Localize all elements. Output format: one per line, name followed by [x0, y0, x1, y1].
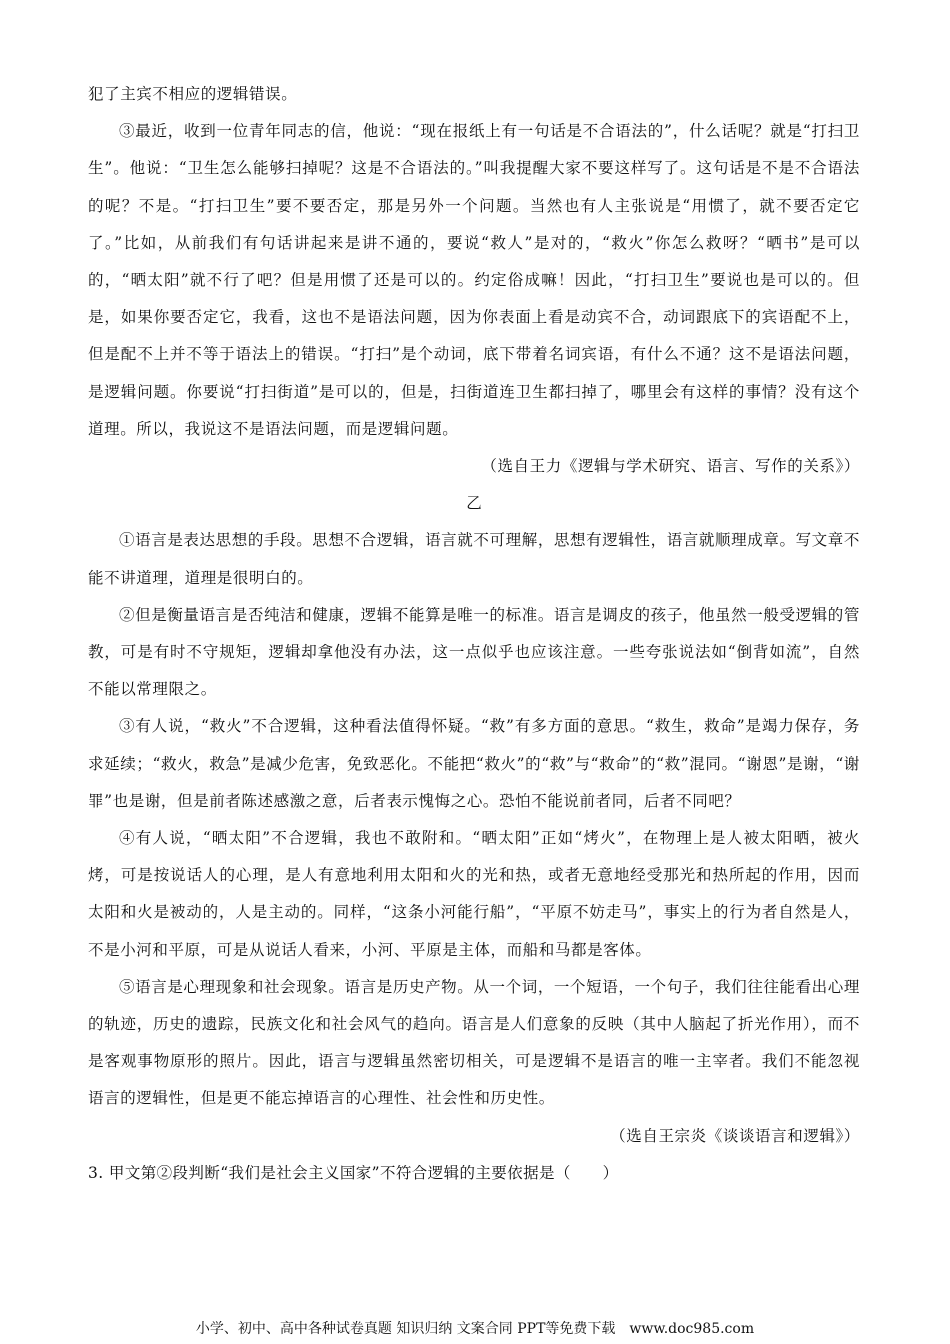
yi-paragraph-5: ⑤语言是心理现象和社会现象。语言是历史产物。从一个词，一个短语，一个句子，我们往往能看出心理的轨迹，历史的遗踪，民族文化和社会风气的趋向。语言是人们意象的反映（其中人脑起了折光作用），而不是客观事物原形的照片。因此，语言与逻辑虽然密切相关，可是逻辑不是语言的唯一主宰者。我们不能忽视语言的逻辑性，但是更不能忘掉语言的心理性、社会性和历史性。	[88, 977, 860, 1108]
yi-paragraph-2: ②但是衡量语言是否纯洁和健康，逻辑不能算是唯一的标准。语言是调皮的孩子，他虽然一般受逻辑的管教，可是有时不守规矩，逻辑却拿他没有办法，这一点似乎也应该注意。一些夸张说法如“倒背如流”，自然不能以常理限之。	[88, 605, 860, 699]
yi-source-citation: （选自王宗炎《谈谈语言和逻辑》）	[610, 1126, 860, 1145]
yi-paragraph-1: ①语言是表达思想的手段。思想不合逻辑，语言就不可理解，思想有逻辑性，语言就顺理成章。写文章不能不讲道理，道理是很明白的。	[88, 531, 860, 587]
jia-source-citation: （选自王力《逻辑与学术研究、语言、写作的关系》）	[481, 457, 860, 476]
yi-heading: 乙	[466, 494, 482, 513]
jia-paragraph-continuation: 犯了主宾不相应的逻辑错误。	[88, 85, 298, 103]
document-body	[88, 76, 860, 1192]
footer-banner: 小学、初中、高中各种试卷真题 知识归纳 文案合同 PPT等免费下载 www.doc985.com	[195, 1321, 755, 1337]
yi-paragraph-3: ③有人说，“救火”不合逻辑，这种看法值得怀疑。“救”有多方面的意思。“救生，救命”是竭力保存，务求延续；“救火，救急”是减少危害，免致恶化。不能把“救火”的“救”与“救命”的“救”混同。“谢恩”是谢，“谢罪”也是谢，但是前者陈述感激之意，后者表示愧悔之心。恐怕不能说前者同，后者不同吧？	[88, 717, 860, 810]
question-3: 3. 甲文第②段判断“我们是社会主义国家”不符合逻辑的主要依据是（ ）	[88, 1163, 619, 1182]
jia-paragraph-3: ③最近，收到一位青年同志的信，他说：“现在报纸上有一句话是不合语法的”，什么话呢？就是“打扫卫生”。他说：“卫生怎么能够扫掉呢？这是不合语法的。”叫我提醒大家不要这样写了。这句话是不是不合语法的呢？不是。“打扫卫生”要不要否定，那是另外一个问题。当然也有人主张说是“用惯了，就不要否定它了。”比如，从前我们有句话讲起来是讲不通的，要说“救人”是对的，“救火”你怎么救呀？“晒书”是可以的，“晒太阳”就不行了吧？但是用惯了还是可以的。约定俗成嘛！因此，“打扫卫生”要说也是可以的。但是，如果你要否定它，我看，这也不是语法问题，因为你表面上看是动宾不合，动词跟底下的宾语配不上，但是配不上并不等于语法上的错误。“打扫”是个动词，底下带着名词宾语，有什么不通？这不是语法问题，是逻辑问题。你要说“打扫街道”是可以的，但是，扫街道连卫生都扫掉了，哪里会有这样的事情？没有这个道理。所以，我说这不是语法问题，而是逻辑问题。	[88, 122, 860, 438]
yi-paragraph-4: ④有人说，“晒太阳”不合逻辑，我也不敢附和。“晒太阳”正如“烤火”，在物理上是人被太阳晒，被火烤，可是按说话人的心理，是人有意地利用太阳和火的光和热，或者无意地经受那光和热所起的作用，因而太阳和火是被动的，人是主动的。同样，“这条小河能行船”，“平原不妨走马”，事实上的行为者自然是人，不是小河和平原，可是从说话人看来，小河、平原是主体，而船和马都是客体。	[88, 829, 860, 959]
